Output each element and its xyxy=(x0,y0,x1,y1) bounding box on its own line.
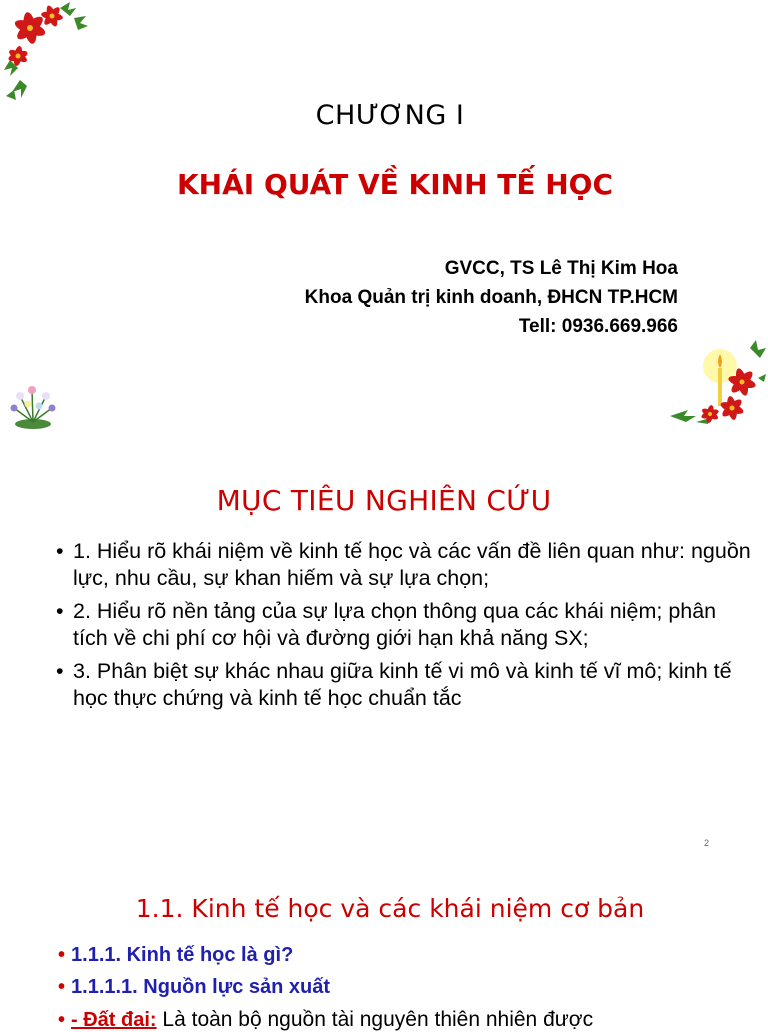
list-item xyxy=(56,658,756,712)
list-item xyxy=(58,944,293,967)
term-definition: Là toàn bộ nguồn tài nguyên thiên nhiên được xyxy=(156,1008,594,1031)
heading-nguon-luc: 1.1.1.1. Nguồn lực sản xuất xyxy=(71,976,331,998)
chapter-title: KHÁI QUÁT VỀ KINH TẾ HỌC xyxy=(176,168,614,201)
objective-text: 1. Hiểu rõ khái niệm về kinh tế học và các vấn đề liên quan như: nguồn lực, nhu cầu, sự khan hiếm và sự lựa chọn; xyxy=(73,539,751,590)
objectives-title: MỤC TIÊU NGHIÊN CỨU xyxy=(216,484,552,517)
slide-section-1-1 xyxy=(0,860,768,1031)
section-title: 1.1. Kinh tế học và các khái niệm cơ bản xyxy=(135,894,645,923)
bullet-icon: • xyxy=(58,1009,66,1031)
author-block xyxy=(305,254,678,341)
heading-kinh-te-hoc: 1.1.1. Kinh tế học là gì? xyxy=(71,944,294,966)
list-item xyxy=(56,538,756,592)
author-name: GVCC, TS Lê Thị Kim Hoa xyxy=(444,258,678,279)
term-dat-dai: - Đất đai: xyxy=(71,1009,157,1031)
slide-title xyxy=(0,0,768,440)
objectives-list xyxy=(56,538,756,718)
list-item xyxy=(58,1008,593,1032)
bullet-icon: • xyxy=(58,976,66,998)
author-phone: Tell: 0936.669.966 xyxy=(518,316,678,337)
poinsettia-icon xyxy=(0,0,96,110)
list-item xyxy=(56,598,756,652)
flower-bouquet-icon xyxy=(8,382,58,430)
chapter-label: CHƯƠNG I xyxy=(315,100,465,131)
bullet-icon: • xyxy=(58,944,66,966)
slide-objectives xyxy=(0,440,768,860)
bullet-icon: • xyxy=(56,659,64,683)
page-number: 2 xyxy=(704,838,710,848)
objective-text: 3. Phân biệt sự khác nhau giữa kinh tế vi mô và kinh tế vĩ mô; kinh tế học thực chứng và kinh tế học chuẩn tắc xyxy=(73,659,732,710)
candle-poinsettia-icon xyxy=(666,338,768,428)
objective-text: 2. Hiểu rõ nền tảng của sự lựa chọn thông qua các khái niệm; phân tích về chi phí cơ hội và đường giới hạn khả năng SX; xyxy=(73,599,717,650)
author-department: Khoa Quản trị kinh doanh, ĐHCN TP.HCM xyxy=(304,287,678,308)
bullet-icon: • xyxy=(56,539,64,563)
bullet-icon: • xyxy=(56,599,64,623)
list-item xyxy=(58,976,330,999)
